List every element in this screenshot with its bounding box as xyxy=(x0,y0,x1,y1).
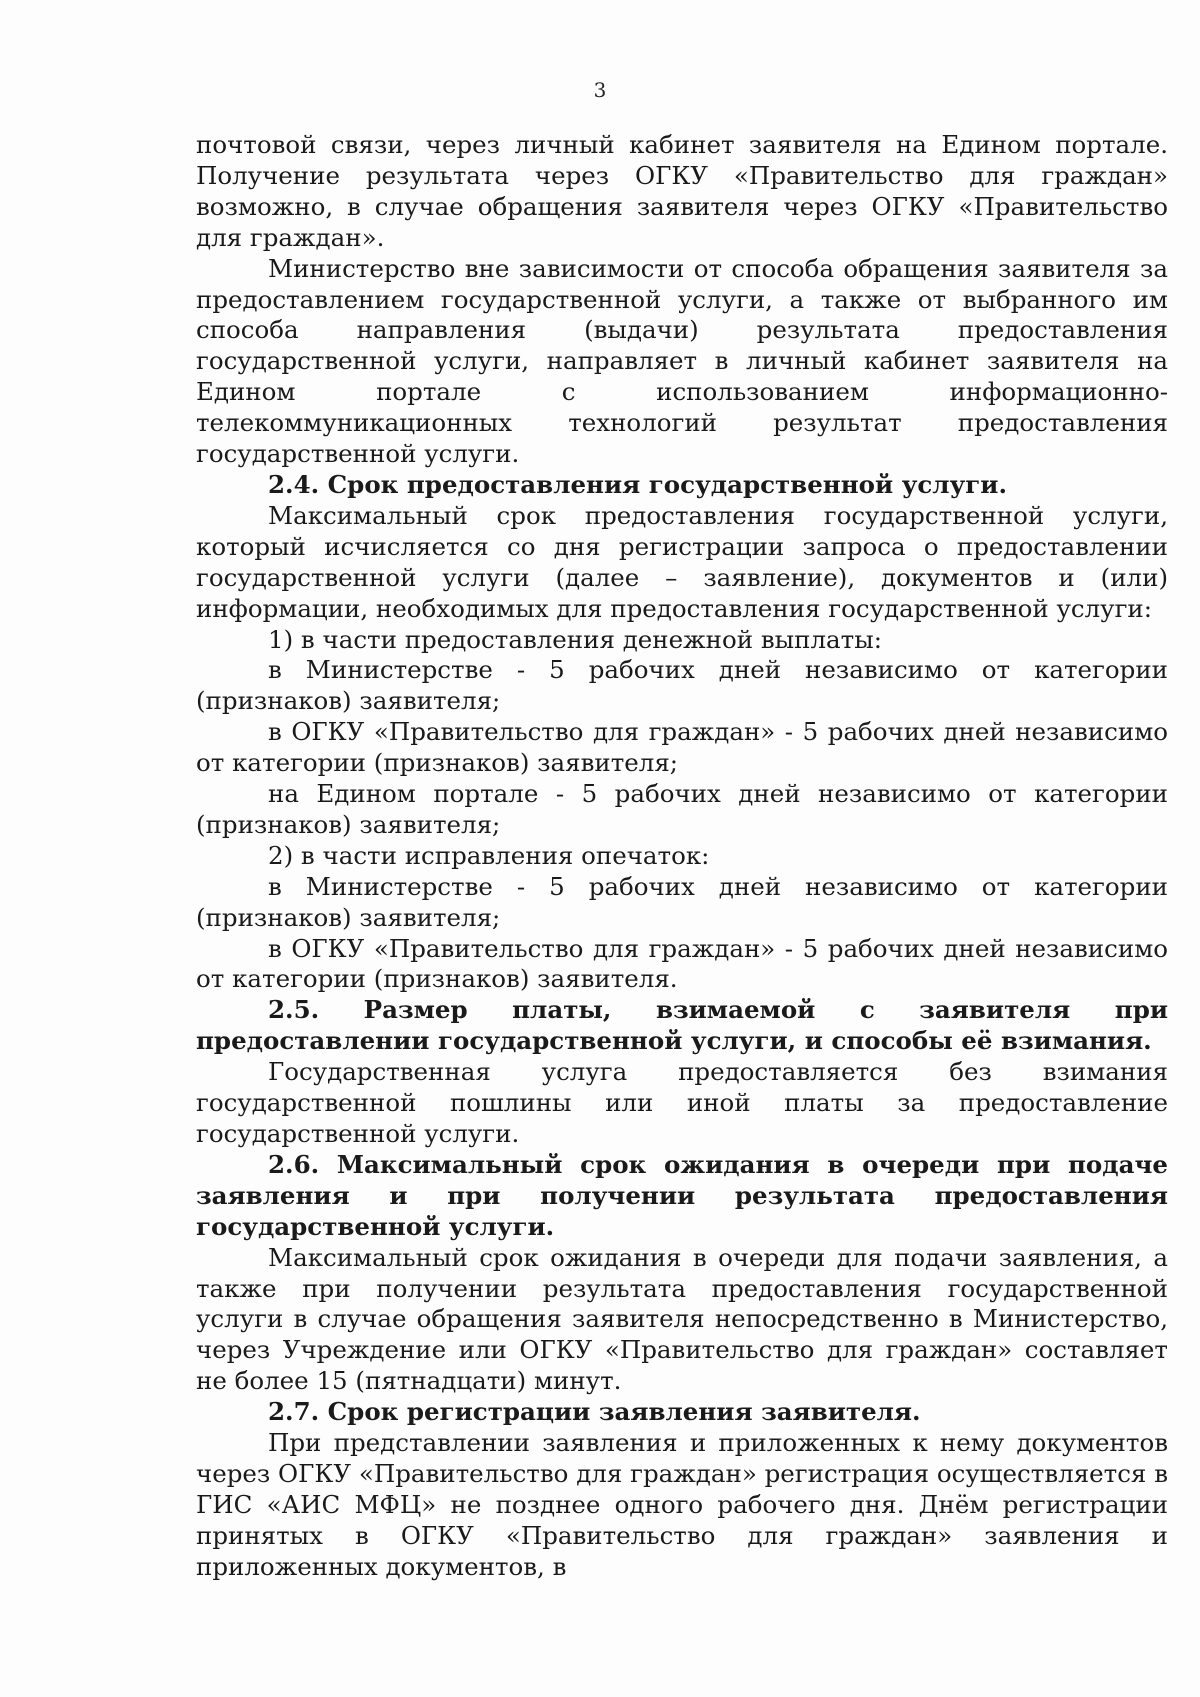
list-item-portal-payment: на Едином портале - 5 рабочих дней независимо от категории (признаков) заявителя; xyxy=(196,779,1168,839)
section-heading-2-4: 2.4. Срок предоставления государственной услуги. xyxy=(268,469,1007,499)
paragraph-max-term: Максимальный срок предоставления государственной услуги, который исчисляется со дня регистрации запроса о предоставлении государственной услуги (далее – заявление), документов и (или) информации, необходимых для предоставления государственной услуги: xyxy=(196,500,1168,623)
list-item-ogku-corrections: в ОГКУ «Правительство для граждан» - 5 рабочих дней независимо от категории (признаков) заявителя. xyxy=(196,933,1168,994)
list-item-ministry-payment: в Министерстве - 5 рабочих дней независимо от категории (признаков) заявителя; xyxy=(196,655,1168,716)
section-heading-2-5: 2.5. Размер платы, взимаемой с заявителя при предоставлении государственной услуги, и способы её взимания. xyxy=(196,995,1168,1056)
paragraph-ministry-result: Министерство вне зависимости от способа обращения заявителя за предоставлением государственной услуги, а также от выбранного им способа направления (выдачи) результата предоставления государственной услуги, направляет в личный кабинет заявителя на Едином портале с использованием информационно-телекоммуникационных технологий результат предоставления государственной услуги. xyxy=(196,253,1168,469)
paragraph-registration: При представлении заявления и приложенных к нему документов через ОГКУ «Правительство для граждан» регистрация осуществляется в ГИС «АИС МФЦ» не позднее одного рабочего дня. Днём регистрации принятых в ОГКУ «Правительство для граждан» заявления и приложенных документов, в xyxy=(196,1428,1168,1581)
list-item-ogku-payment: в ОГКУ «Правительство для граждан» - 5 рабочих дней независимо от категории (признаков) заявителя; xyxy=(196,717,1168,778)
list-item-payment: 1) в части предоставления денежной выплаты: xyxy=(268,624,882,654)
paragraph-queue-time: Максимальный срок ожидания в очереди для подачи заявления, а также при получении результата предоставления государственной услуги в случае обращения заявителя непосредственно в Министерство, через Учреждение или ОГКУ «Правительство для граждан» составляет не более 15 (пятнадцати) минут. xyxy=(196,1242,1168,1396)
section-heading-2-6: 2.6. Максимальный срок ожидания в очереди при подаче заявления и при получении результата предоставления государственной услуги. xyxy=(196,1149,1168,1241)
paragraph-fee: Государственная услуга предоставляется без взимания государственной пошлины или иной платы за предоставление государственной услуги. xyxy=(196,1057,1168,1148)
document-body xyxy=(196,130,1168,1583)
list-item-corrections: 2) в части исправления опечаток: xyxy=(268,840,710,870)
paragraph-continuation: почтовой связи, через личный кабинет заявителя на Едином портале. Получение результата через ОГКУ «Правительство для граждан» возможно, в случае обращения заявителя через ОГКУ «Правительство для граждан». xyxy=(196,130,1168,252)
list-item-ministry-corrections: в Министерстве - 5 рабочих дней независимо от категории (признаков) заявителя; xyxy=(196,871,1168,932)
section-heading-2-7: 2.7. Срок регистрации заявления заявителя. xyxy=(268,1397,921,1427)
page-number: 3 xyxy=(593,78,607,102)
